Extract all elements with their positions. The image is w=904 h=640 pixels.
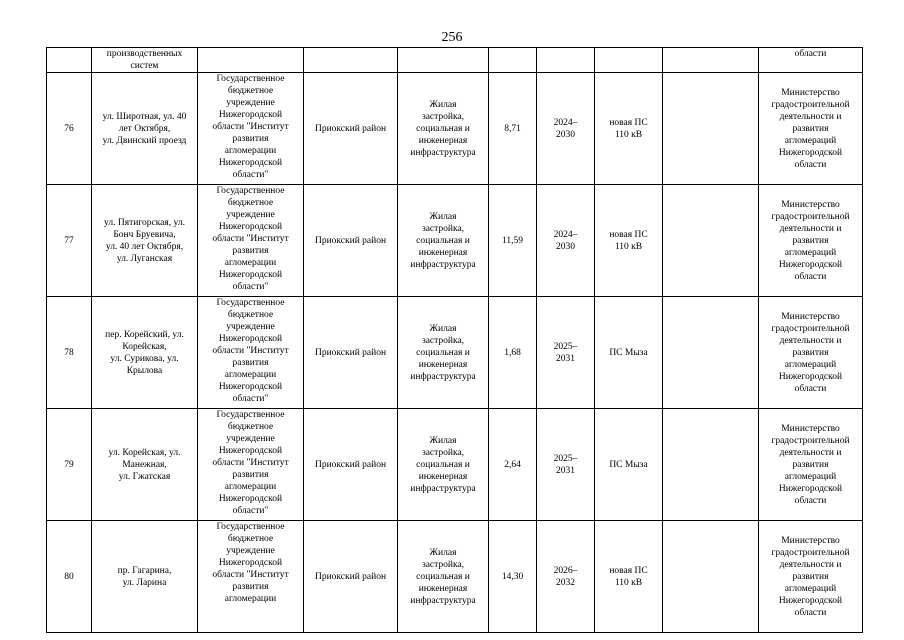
cell-substation: новая ПС 110 кВ bbox=[595, 73, 663, 185]
cell-extra bbox=[663, 409, 759, 521]
cell-period bbox=[537, 48, 595, 73]
cell-substation bbox=[595, 48, 663, 73]
cell-num bbox=[47, 48, 92, 73]
cell-purpose: Жилая застройка, социальная и инженерная инфраструктура bbox=[398, 521, 489, 633]
cell-purpose: Жилая застройка, социальная и инженерная инфраструктура bbox=[398, 297, 489, 409]
cell-substation: новая ПС 110 кВ bbox=[595, 185, 663, 297]
cell-address: ул. Пятигорская, ул. Бонч Бруевича, ул. 40 лет Октября, ул. Луганская bbox=[92, 185, 198, 297]
cell-area: 8,71 bbox=[489, 73, 537, 185]
cell-district bbox=[304, 48, 398, 73]
cell-purpose bbox=[398, 48, 489, 73]
cell-responsible: Министерство градостроительной деятельности и развития агломераций Нижегородской области bbox=[759, 409, 863, 521]
cell-district: Приокский район bbox=[304, 185, 398, 297]
cell-num: 78 bbox=[47, 297, 92, 409]
cell-period: 2024– 2030 bbox=[537, 73, 595, 185]
cell-extra bbox=[663, 185, 759, 297]
table-row bbox=[47, 521, 863, 633]
cell-period: 2025– 2031 bbox=[537, 409, 595, 521]
cell-developer: Государственное бюджетное учреждение Нижегородской области "Институт развития агломерации Нижегородской области" bbox=[198, 409, 304, 521]
cell-purpose: Жилая застройка, социальная и инженерная инфраструктура bbox=[398, 73, 489, 185]
cell-area: 11,59 bbox=[489, 185, 537, 297]
cell-period: 2025– 2031 bbox=[537, 297, 595, 409]
cell-area: 2,64 bbox=[489, 409, 537, 521]
cell-address: ул. Широтная, ул. 40 лет Октября, ул. Двинский проезд bbox=[92, 73, 198, 185]
cell-responsible: Министерство градостроительной деятельности и развития агломераций Нижегородской области bbox=[759, 185, 863, 297]
cell-address: ул. Корейская, ул. Манежная, ул. Гжатская bbox=[92, 409, 198, 521]
table-row-continuation bbox=[47, 48, 863, 73]
cell-responsible: Министерство градостроительной деятельности и развития агломераций Нижегородской области bbox=[759, 297, 863, 409]
cell-purpose: Жилая застройка, социальная и инженерная инфраструктура bbox=[398, 409, 489, 521]
cell-developer: Государственное бюджетное учреждение Нижегородской области "Институт развития агломерации Нижегородской области" bbox=[198, 185, 304, 297]
cell-area bbox=[489, 48, 537, 73]
page-number: 256 bbox=[441, 30, 463, 45]
cell-period: 2026– 2032 bbox=[537, 521, 595, 633]
cell-substation: ПС Мыза bbox=[595, 409, 663, 521]
cell-extra bbox=[663, 297, 759, 409]
cell-extra bbox=[663, 48, 759, 73]
cell-developer: Государственное бюджетное учреждение Нижегородской области "Институт развития агломерации Нижегородской области" bbox=[198, 297, 304, 409]
cell-num: 80 bbox=[47, 521, 92, 633]
cell-extra bbox=[663, 521, 759, 633]
cell-area: 1,68 bbox=[489, 297, 537, 409]
cell-purpose: Жилая застройка, социальная и инженерная инфраструктура bbox=[398, 185, 489, 297]
infrastructure-table bbox=[46, 47, 863, 633]
cell-district: Приокский район bbox=[304, 73, 398, 185]
cell-extra bbox=[663, 73, 759, 185]
cell-area: 14,30 bbox=[489, 521, 537, 633]
cell-responsible: Министерство градостроительной деятельности и развития агломераций Нижегородской области bbox=[759, 73, 863, 185]
cell-num: 79 bbox=[47, 409, 92, 521]
cell-responsible: области bbox=[759, 48, 863, 73]
cell-developer: Государственное бюджетное учреждение Нижегородской области "Институт развития агломерации bbox=[198, 521, 304, 633]
cell-responsible: Министерство градостроительной деятельности и развития агломераций Нижегородской области bbox=[759, 521, 863, 633]
cell-district: Приокский район bbox=[304, 521, 398, 633]
cell-address: пр. Гагарина, ул. Ларина bbox=[92, 521, 198, 633]
cell-district: Приокский район bbox=[304, 297, 398, 409]
table-row bbox=[47, 185, 863, 297]
cell-substation: новая ПС 110 кВ bbox=[595, 521, 663, 633]
table-row bbox=[47, 409, 863, 521]
cell-substation: ПС Мыза bbox=[595, 297, 663, 409]
cell-num: 76 bbox=[47, 73, 92, 185]
cell-district: Приокский район bbox=[304, 409, 398, 521]
cell-num: 77 bbox=[47, 185, 92, 297]
cell-address: пер. Корейский, ул. Корейская, ул. Сурикова, ул. Крылова bbox=[92, 297, 198, 409]
cell-developer bbox=[198, 48, 304, 73]
cell-period: 2024– 2030 bbox=[537, 185, 595, 297]
table-row bbox=[47, 73, 863, 185]
table-row bbox=[47, 297, 863, 409]
cell-developer: Государственное бюджетное учреждение Нижегородской области "Институт развития агломерации Нижегородской области" bbox=[198, 73, 304, 185]
cell-address: производственных систем bbox=[92, 48, 198, 73]
